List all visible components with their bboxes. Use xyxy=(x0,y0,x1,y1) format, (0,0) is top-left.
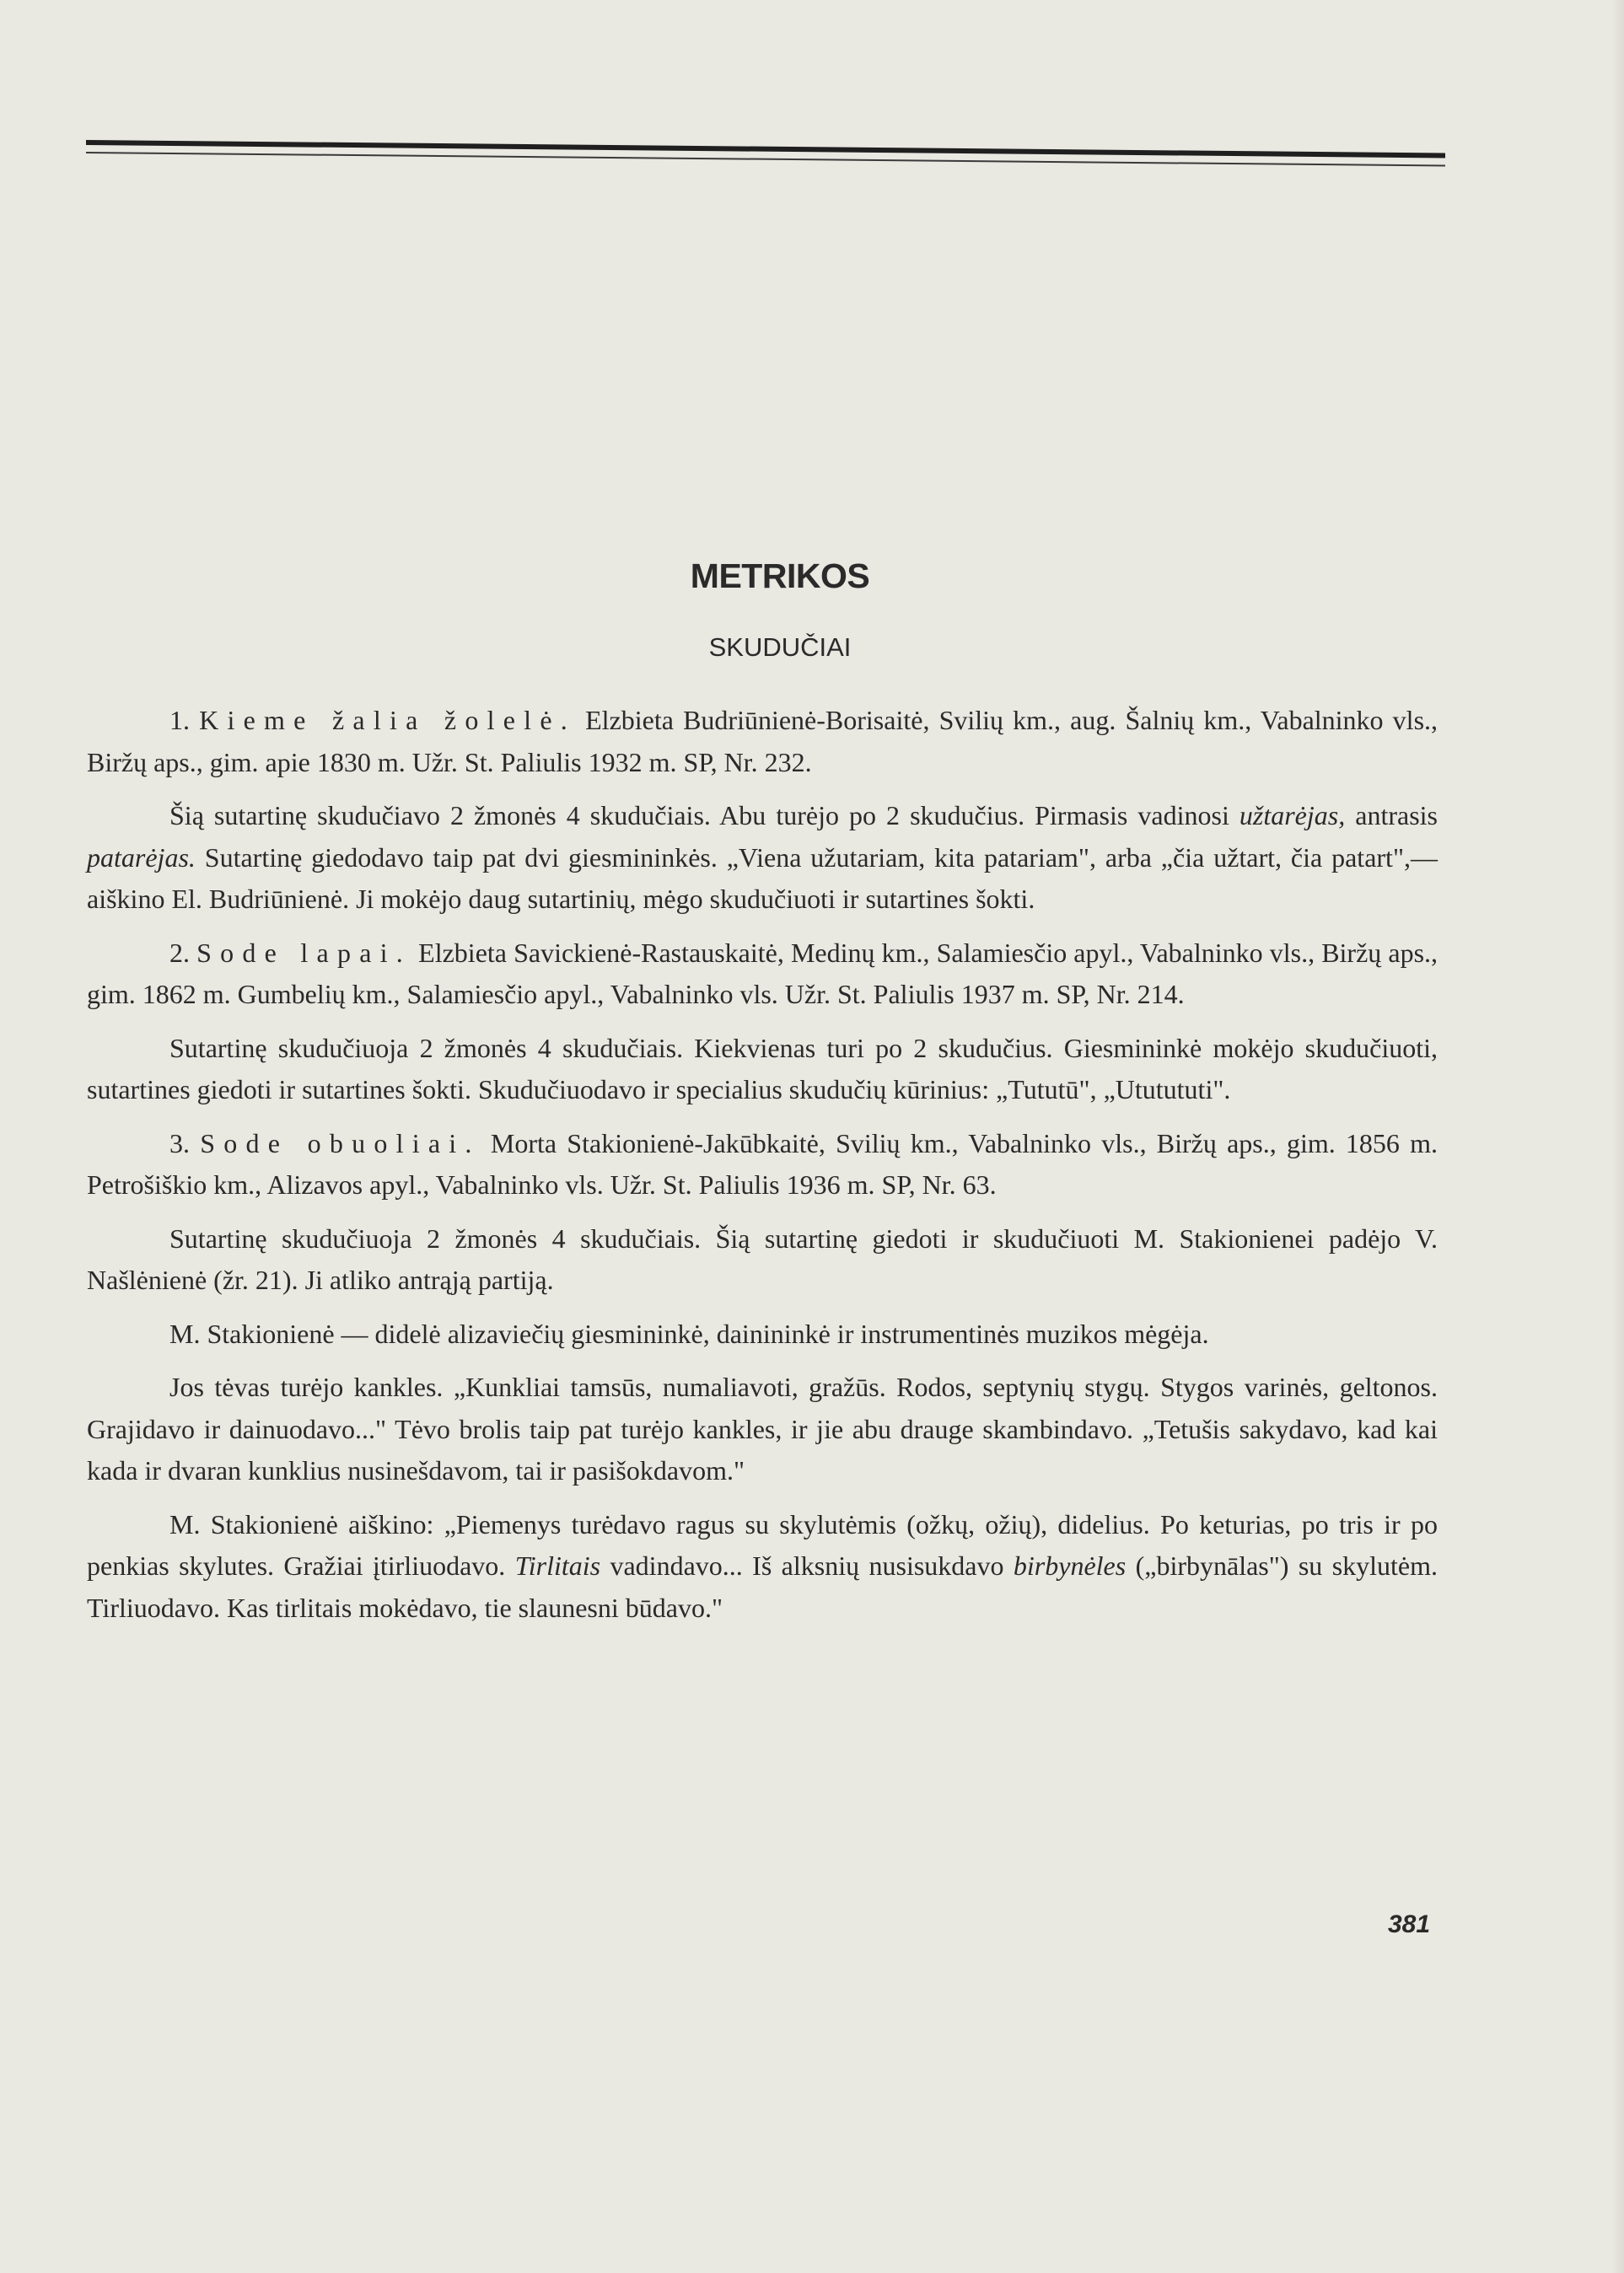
italic-term: birbynėles xyxy=(1013,1550,1127,1581)
italic-term: Tirlitais xyxy=(514,1550,601,1581)
paragraph-text: Sutartinę giedodavo taip pat dvi giesmininkės. „Viena užutariam, kita patariam", arba „čia užtart, čia patart",— aiškino El. Budriūnienė. Ji mokėjo daug sutartinių, mėgo skudučiuoti ir sutartines šokti. xyxy=(87,841,1438,914)
paragraph-6 xyxy=(87,1504,1438,1630)
paragraph-1 xyxy=(87,795,1438,921)
page-title: METRIKOS xyxy=(690,556,870,595)
paragraph-text: antrasis xyxy=(1345,800,1438,830)
italic-term: patarėjas. xyxy=(87,841,196,873)
page-number: 381 xyxy=(1388,1910,1431,1938)
paragraph-4: M. Stakionienė — didelė alizaviečių giesmininkė, dainininkė ir instrumentinės muzikos mėgėja. xyxy=(169,1318,1209,1349)
entry-number: 1. xyxy=(169,705,190,735)
entry-details: Morta Stakionienė-Jakūbkaitė, Svilių km., Vabalninko vls., Biržų aps., gim. 1856 m. Petrošiškio km., Alizavos apyl., Vabalninko vls. Užr. St. Paliulis 1936 m. SP, Nr. 63. xyxy=(87,1127,1438,1200)
entry-number: 3. xyxy=(169,1127,190,1158)
paragraph-5: Jos tėvas turėjo kankles. „Kunkliai tamsūs, numaliavoti, gražūs. Rodos, septynių stygų. Stygos varinės, geltonos. Grajidavo ir dainuodavo..." Tėvo brolis taip pat turėjo kankles, ir jie abu drauge skambindavo. „Tetušis sakydavo, kad kai kada ir dvaran kunklius nusinešdavom, tai ir pasišokdavom." xyxy=(87,1372,1438,1486)
section-subtitle: SKUDUČIAI xyxy=(708,632,852,662)
entry-number: 2. xyxy=(169,937,190,968)
entry-details: Elzbieta Savickienė-Rastauskaitė, Medinų km., Salamiesčio apyl., Vabalninko vls., Biržų aps., gim. 1862 m. Gumbelių km., Salamiesčio apyl., Vabalninko vls. Užr. St. Paliulis 1937 m. SP, Nr. 214. xyxy=(87,937,1438,1009)
paragraph-3: Sutartinę skudučiuoja 2 žmonės 4 skudučiais. Šią sutartinę giedoti ir skudučiuoti M. Stakionienei padėjo V. Našlėnienė (žr. 21). Ji atliko antrąją partiją. xyxy=(87,1222,1438,1295)
entry-song-title: Kieme žalia žolelė. xyxy=(199,705,576,735)
entry-3 xyxy=(87,1123,1438,1206)
paragraph-text: vadindavo... Iš alksnių nusisukdavo xyxy=(600,1550,1014,1581)
page-edge-shadow xyxy=(1612,0,1624,2273)
entry-2 xyxy=(87,932,1438,1016)
paragraph-text: M. Stakionienė aiškino: „Piemenys turėdavo ragus su skylutėmis (ožkų, ožių), didelius. Po keturias, po tris ir po penkias skylutes. Gražiai įtirliuodavo. xyxy=(87,1508,1438,1581)
entry-1 xyxy=(87,700,1438,783)
paragraph-2: Sutartinę skudučiuoja 2 žmonės 4 skudučiais. Kiekvienas turi po 2 skudučius. Giesmininkė mokėjo skudučiuoti, sutartines giedoti ir sutartines šokti. Skudučiuodavo ir specialius skudučių kūrinius: „Tututū", „Ututututi". xyxy=(87,1032,1438,1104)
paragraph-text: Šią sutartinę skudučiavo 2 žmonės 4 skudučiais. Abu turėjo po 2 skudučius. Pirmasis vadinosi xyxy=(169,800,1240,830)
body-text xyxy=(87,700,1438,1641)
entry-details: Elzbieta Budriūnienė-Borisaitė, Svilių km., aug. Šalnių km., Vabalninko vls., Biržų aps., gim. apie 1830 m. Užr. St. Paliulis 1932 m. SP, Nr. 232. xyxy=(87,705,1438,777)
paragraph-text: („birbynālas") su skylutėm. Tirliuodavo. Kas tirlitais mokėdavo, tie slaunesni būdavo." xyxy=(87,1550,1438,1623)
entry-song-title: Sode lapai. xyxy=(196,937,412,968)
entry-song-title: Sode obuoliai. xyxy=(200,1127,481,1158)
italic-term: užtarėjas, xyxy=(1239,800,1346,830)
